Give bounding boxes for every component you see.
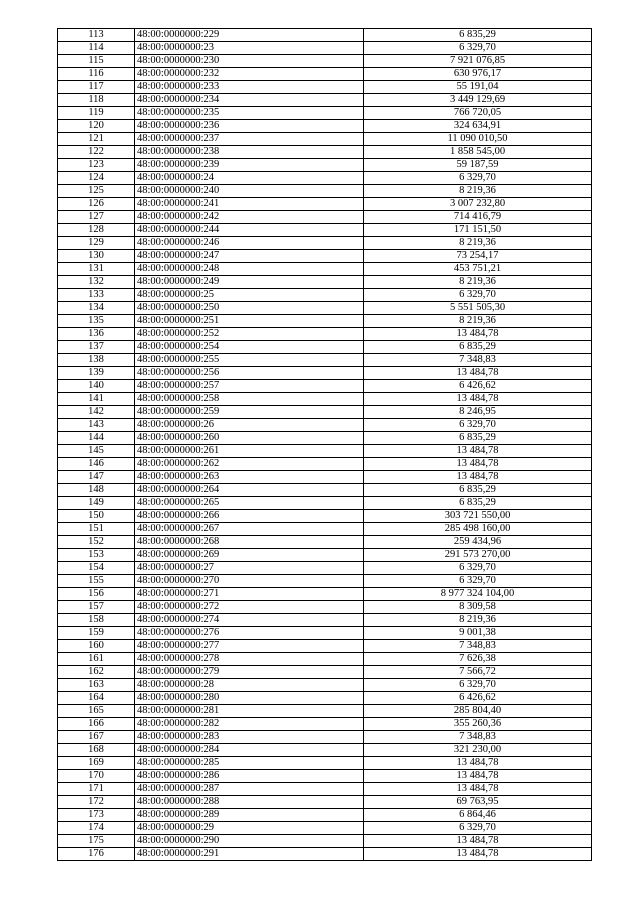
cadastral-number: 48:00:0000000:269 — [135, 549, 364, 562]
cadastral-value: 6 329,70 — [364, 562, 592, 575]
row-number: 119 — [58, 107, 135, 120]
row-number: 145 — [58, 445, 135, 458]
row-number: 153 — [58, 549, 135, 562]
cadastral-value: 6 864,46 — [364, 809, 592, 822]
cadastral-number: 48:00:0000000:28 — [135, 679, 364, 692]
table-row — [58, 133, 592, 146]
row-number: 151 — [58, 523, 135, 536]
row-number: 171 — [58, 783, 135, 796]
row-number: 130 — [58, 250, 135, 263]
row-number: 127 — [58, 211, 135, 224]
table-row — [58, 744, 592, 757]
cadastral-number: 48:00:0000000:26 — [135, 419, 364, 432]
cadastral-value: 69 763,95 — [364, 796, 592, 809]
table-row — [58, 523, 592, 536]
cadastral-value: 73 254,17 — [364, 250, 592, 263]
cadastral-value: 6 835,29 — [364, 29, 592, 42]
table-row — [58, 705, 592, 718]
row-number: 162 — [58, 666, 135, 679]
row-number: 132 — [58, 276, 135, 289]
row-number: 149 — [58, 497, 135, 510]
cadastral-value: 8 246,95 — [364, 406, 592, 419]
cadastral-number: 48:00:0000000:255 — [135, 354, 364, 367]
cadastral-number: 48:00:0000000:260 — [135, 432, 364, 445]
row-number: 165 — [58, 705, 135, 718]
row-number: 131 — [58, 263, 135, 276]
cadastral-number: 48:00:0000000:287 — [135, 783, 364, 796]
cadastral-value: 7 348,83 — [364, 354, 592, 367]
table-row — [58, 276, 592, 289]
cadastral-value: 171 151,50 — [364, 224, 592, 237]
cadastral-value: 6 329,70 — [364, 575, 592, 588]
cadastral-number: 48:00:0000000:266 — [135, 510, 364, 523]
cadastral-number: 48:00:0000000:268 — [135, 536, 364, 549]
cadastral-number: 48:00:0000000:290 — [135, 835, 364, 848]
row-number: 167 — [58, 731, 135, 744]
cadastral-value: 3 449 129,69 — [364, 94, 592, 107]
row-number: 114 — [58, 42, 135, 55]
table-row — [58, 42, 592, 55]
row-number: 146 — [58, 458, 135, 471]
table-row — [58, 640, 592, 653]
cadastral-number: 48:00:0000000:264 — [135, 484, 364, 497]
cadastral-value: 355 260,36 — [364, 718, 592, 731]
row-number: 168 — [58, 744, 135, 757]
cadastral-number: 48:00:0000000:277 — [135, 640, 364, 653]
cadastral-number: 48:00:0000000:254 — [135, 341, 364, 354]
cadastral-number: 48:00:0000000:288 — [135, 796, 364, 809]
row-number: 133 — [58, 289, 135, 302]
table-row — [58, 302, 592, 315]
row-number: 113 — [58, 29, 135, 42]
cadastral-value: 6 835,29 — [364, 432, 592, 445]
cadastral-number: 48:00:0000000:239 — [135, 159, 364, 172]
row-number: 123 — [58, 159, 135, 172]
cadastral-number: 48:00:0000000:259 — [135, 406, 364, 419]
table-row — [58, 731, 592, 744]
cadastral-number: 48:00:0000000:280 — [135, 692, 364, 705]
row-number: 116 — [58, 68, 135, 81]
row-number: 122 — [58, 146, 135, 159]
cadastral-number: 48:00:0000000:263 — [135, 471, 364, 484]
row-number: 147 — [58, 471, 135, 484]
cadastral-number: 48:00:0000000:267 — [135, 523, 364, 536]
row-number: 144 — [58, 432, 135, 445]
cadastral-number: 48:00:0000000:242 — [135, 211, 364, 224]
cadastral-value: 13 484,78 — [364, 458, 592, 471]
row-number: 163 — [58, 679, 135, 692]
table-row — [58, 146, 592, 159]
cadastral-number: 48:00:0000000:251 — [135, 315, 364, 328]
row-number: 137 — [58, 341, 135, 354]
cadastral-value: 55 191,04 — [364, 81, 592, 94]
table-row — [58, 653, 592, 666]
cadastral-value: 6 329,70 — [364, 172, 592, 185]
table-row — [58, 367, 592, 380]
table-row — [58, 575, 592, 588]
table-row — [58, 250, 592, 263]
cadastral-value: 7 348,83 — [364, 640, 592, 653]
cadastral-number: 48:00:0000000:29 — [135, 822, 364, 835]
cadastral-number: 48:00:0000000:252 — [135, 328, 364, 341]
table-row — [58, 666, 592, 679]
cadastral-number: 48:00:0000000:270 — [135, 575, 364, 588]
row-number: 166 — [58, 718, 135, 731]
cadastral-number: 48:00:0000000:285 — [135, 757, 364, 770]
cadastral-value: 8 219,36 — [364, 237, 592, 250]
cadastral-number: 48:00:0000000:240 — [135, 185, 364, 198]
cadastral-value: 7 921 076,85 — [364, 55, 592, 68]
table-row — [58, 68, 592, 81]
cadastral-number: 48:00:0000000:234 — [135, 94, 364, 107]
cadastral-value: 6 329,70 — [364, 419, 592, 432]
cadastral-value: 630 976,17 — [364, 68, 592, 81]
cadastral-number: 48:00:0000000:24 — [135, 172, 364, 185]
cadastral-number: 48:00:0000000:247 — [135, 250, 364, 263]
cadastral-number: 48:00:0000000:279 — [135, 666, 364, 679]
table-row — [58, 224, 592, 237]
cadastral-number: 48:00:0000000:271 — [135, 588, 364, 601]
row-number: 159 — [58, 627, 135, 640]
cadastral-number: 48:00:0000000:237 — [135, 133, 364, 146]
row-number: 174 — [58, 822, 135, 835]
cadastral-value: 321 230,00 — [364, 744, 592, 757]
row-number: 139 — [58, 367, 135, 380]
row-number: 160 — [58, 640, 135, 653]
table-row — [58, 198, 592, 211]
cadastral-value: 13 484,78 — [364, 367, 592, 380]
row-number: 125 — [58, 185, 135, 198]
cadastral-value: 6 329,70 — [364, 289, 592, 302]
row-number: 134 — [58, 302, 135, 315]
table-row — [58, 497, 592, 510]
cadastral-number: 48:00:0000000:283 — [135, 731, 364, 744]
row-number: 152 — [58, 536, 135, 549]
table-row — [58, 263, 592, 276]
cadastral-number: 48:00:0000000:233 — [135, 81, 364, 94]
cadastral-value: 13 484,78 — [364, 835, 592, 848]
table-row — [58, 289, 592, 302]
table-row — [58, 484, 592, 497]
table-row — [58, 315, 592, 328]
cadastral-number: 48:00:0000000:258 — [135, 393, 364, 406]
table-row — [58, 614, 592, 627]
table-row — [58, 419, 592, 432]
row-number: 135 — [58, 315, 135, 328]
table-row — [58, 848, 592, 861]
table-row — [58, 627, 592, 640]
table-row — [58, 549, 592, 562]
cadastral-number: 48:00:0000000:232 — [135, 68, 364, 81]
row-number: 136 — [58, 328, 135, 341]
table-row — [58, 406, 592, 419]
cadastral-value: 13 484,78 — [364, 783, 592, 796]
row-number: 150 — [58, 510, 135, 523]
cadastral-value: 13 484,78 — [364, 328, 592, 341]
cadastral-number: 48:00:0000000:25 — [135, 289, 364, 302]
table-row — [58, 107, 592, 120]
cadastral-number: 48:00:0000000:262 — [135, 458, 364, 471]
cadastral-number: 48:00:0000000:265 — [135, 497, 364, 510]
cadastral-number: 48:00:0000000:230 — [135, 55, 364, 68]
cadastral-value: 7 566,72 — [364, 666, 592, 679]
row-number: 158 — [58, 614, 135, 627]
cadastral-value: 13 484,78 — [364, 393, 592, 406]
cadastral-value: 7 348,83 — [364, 731, 592, 744]
row-number: 124 — [58, 172, 135, 185]
cadastral-number: 48:00:0000000:286 — [135, 770, 364, 783]
cadastral-number: 48:00:0000000:246 — [135, 237, 364, 250]
row-number: 129 — [58, 237, 135, 250]
table-body — [58, 29, 592, 861]
cadastral-value: 8 309,58 — [364, 601, 592, 614]
row-number: 173 — [58, 809, 135, 822]
row-number: 172 — [58, 796, 135, 809]
cadastral-value: 7 626,38 — [364, 653, 592, 666]
row-number: 155 — [58, 575, 135, 588]
row-number: 154 — [58, 562, 135, 575]
cadastral-number: 48:00:0000000:289 — [135, 809, 364, 822]
row-number: 126 — [58, 198, 135, 211]
cadastral-value: 324 634,91 — [364, 120, 592, 133]
cadastral-value: 303 721 550,00 — [364, 510, 592, 523]
cadastral-number: 48:00:0000000:238 — [135, 146, 364, 159]
cadastral-number: 48:00:0000000:261 — [135, 445, 364, 458]
cadastral-value: 285 498 160,00 — [364, 523, 592, 536]
row-number: 118 — [58, 94, 135, 107]
cadastral-number: 48:00:0000000:229 — [135, 29, 364, 42]
row-number: 140 — [58, 380, 135, 393]
table-row — [58, 783, 592, 796]
row-number: 161 — [58, 653, 135, 666]
cadastral-number: 48:00:0000000:249 — [135, 276, 364, 289]
table-row — [58, 458, 592, 471]
table-row — [58, 588, 592, 601]
cadastral-value: 285 804,40 — [364, 705, 592, 718]
row-number: 157 — [58, 601, 135, 614]
table-row — [58, 757, 592, 770]
cadastral-value: 766 720,05 — [364, 107, 592, 120]
row-number: 170 — [58, 770, 135, 783]
cadastral-value: 13 484,78 — [364, 757, 592, 770]
table-row — [58, 29, 592, 42]
cadastral-value: 13 484,78 — [364, 770, 592, 783]
cadastral-value: 6 426,62 — [364, 692, 592, 705]
table-row — [58, 510, 592, 523]
cadastral-value: 8 219,36 — [364, 276, 592, 289]
cadastral-number: 48:00:0000000:282 — [135, 718, 364, 731]
cadastral-value: 259 434,96 — [364, 536, 592, 549]
row-number: 120 — [58, 120, 135, 133]
table-row — [58, 328, 592, 341]
row-number: 121 — [58, 133, 135, 146]
table-row — [58, 562, 592, 575]
cadastral-value: 8 219,36 — [364, 185, 592, 198]
table-row — [58, 835, 592, 848]
cadastral-number: 48:00:0000000:284 — [135, 744, 364, 757]
table-row — [58, 120, 592, 133]
cadastral-value: 3 007 232,80 — [364, 198, 592, 211]
table-row — [58, 796, 592, 809]
table-row — [58, 237, 592, 250]
cadastral-number: 48:00:0000000:241 — [135, 198, 364, 211]
row-number: 175 — [58, 835, 135, 848]
table-row — [58, 601, 592, 614]
cadastral-value: 13 484,78 — [364, 445, 592, 458]
cadastral-number: 48:00:0000000:244 — [135, 224, 364, 237]
table-row — [58, 822, 592, 835]
cadastral-number: 48:00:0000000:236 — [135, 120, 364, 133]
row-number: 148 — [58, 484, 135, 497]
cadastral-value: 6 835,29 — [364, 497, 592, 510]
table-row — [58, 159, 592, 172]
table-row — [58, 809, 592, 822]
table-row — [58, 185, 592, 198]
cadastral-number: 48:00:0000000:250 — [135, 302, 364, 315]
cadastral-value: 453 751,21 — [364, 263, 592, 276]
cadastral-number: 48:00:0000000:23 — [135, 42, 364, 55]
cadastral-number: 48:00:0000000:256 — [135, 367, 364, 380]
table-row — [58, 770, 592, 783]
cadastral-number: 48:00:0000000:272 — [135, 601, 364, 614]
table-row — [58, 692, 592, 705]
row-number: 169 — [58, 757, 135, 770]
table-row — [58, 354, 592, 367]
cadastral-number: 48:00:0000000:27 — [135, 562, 364, 575]
table-row — [58, 471, 592, 484]
row-number: 142 — [58, 406, 135, 419]
table-row — [58, 211, 592, 224]
cadastral-number: 48:00:0000000:248 — [135, 263, 364, 276]
cadastral-value-table — [57, 28, 592, 861]
table-row — [58, 380, 592, 393]
cadastral-value: 6 329,70 — [364, 42, 592, 55]
row-number: 138 — [58, 354, 135, 367]
cadastral-number: 48:00:0000000:281 — [135, 705, 364, 718]
table-row — [58, 679, 592, 692]
cadastral-value: 8 219,36 — [364, 315, 592, 328]
cadastral-number: 48:00:0000000:274 — [135, 614, 364, 627]
row-number: 156 — [58, 588, 135, 601]
cadastral-value: 13 484,78 — [364, 471, 592, 484]
row-number: 143 — [58, 419, 135, 432]
cadastral-value: 714 416,79 — [364, 211, 592, 224]
table-row — [58, 432, 592, 445]
cadastral-value: 6 426,62 — [364, 380, 592, 393]
table-row — [58, 445, 592, 458]
table-row — [58, 393, 592, 406]
cadastral-value: 6 835,29 — [364, 484, 592, 497]
table-row — [58, 55, 592, 68]
cadastral-value: 291 573 270,00 — [364, 549, 592, 562]
cadastral-number: 48:00:0000000:257 — [135, 380, 364, 393]
row-number: 176 — [58, 848, 135, 861]
table-row — [58, 718, 592, 731]
table-row — [58, 81, 592, 94]
cadastral-value: 13 484,78 — [364, 848, 592, 861]
cadastral-value: 1 858 545,00 — [364, 146, 592, 159]
row-number: 141 — [58, 393, 135, 406]
cadastral-value: 8 219,36 — [364, 614, 592, 627]
cadastral-value: 9 001,38 — [364, 627, 592, 640]
cadastral-value: 8 977 324 104,00 — [364, 588, 592, 601]
cadastral-value: 6 329,70 — [364, 679, 592, 692]
cadastral-value: 6 329,70 — [364, 822, 592, 835]
cadastral-value: 11 090 010,50 — [364, 133, 592, 146]
row-number: 128 — [58, 224, 135, 237]
cadastral-value: 5 551 505,30 — [364, 302, 592, 315]
table-row — [58, 172, 592, 185]
cadastral-value: 6 835,29 — [364, 341, 592, 354]
cadastral-number: 48:00:0000000:235 — [135, 107, 364, 120]
table-row — [58, 536, 592, 549]
cadastral-number: 48:00:0000000:278 — [135, 653, 364, 666]
cadastral-value: 59 187,59 — [364, 159, 592, 172]
cadastral-number: 48:00:0000000:291 — [135, 848, 364, 861]
table-row — [58, 94, 592, 107]
row-number: 117 — [58, 81, 135, 94]
row-number: 164 — [58, 692, 135, 705]
cadastral-number: 48:00:0000000:276 — [135, 627, 364, 640]
row-number: 115 — [58, 55, 135, 68]
table-row — [58, 341, 592, 354]
